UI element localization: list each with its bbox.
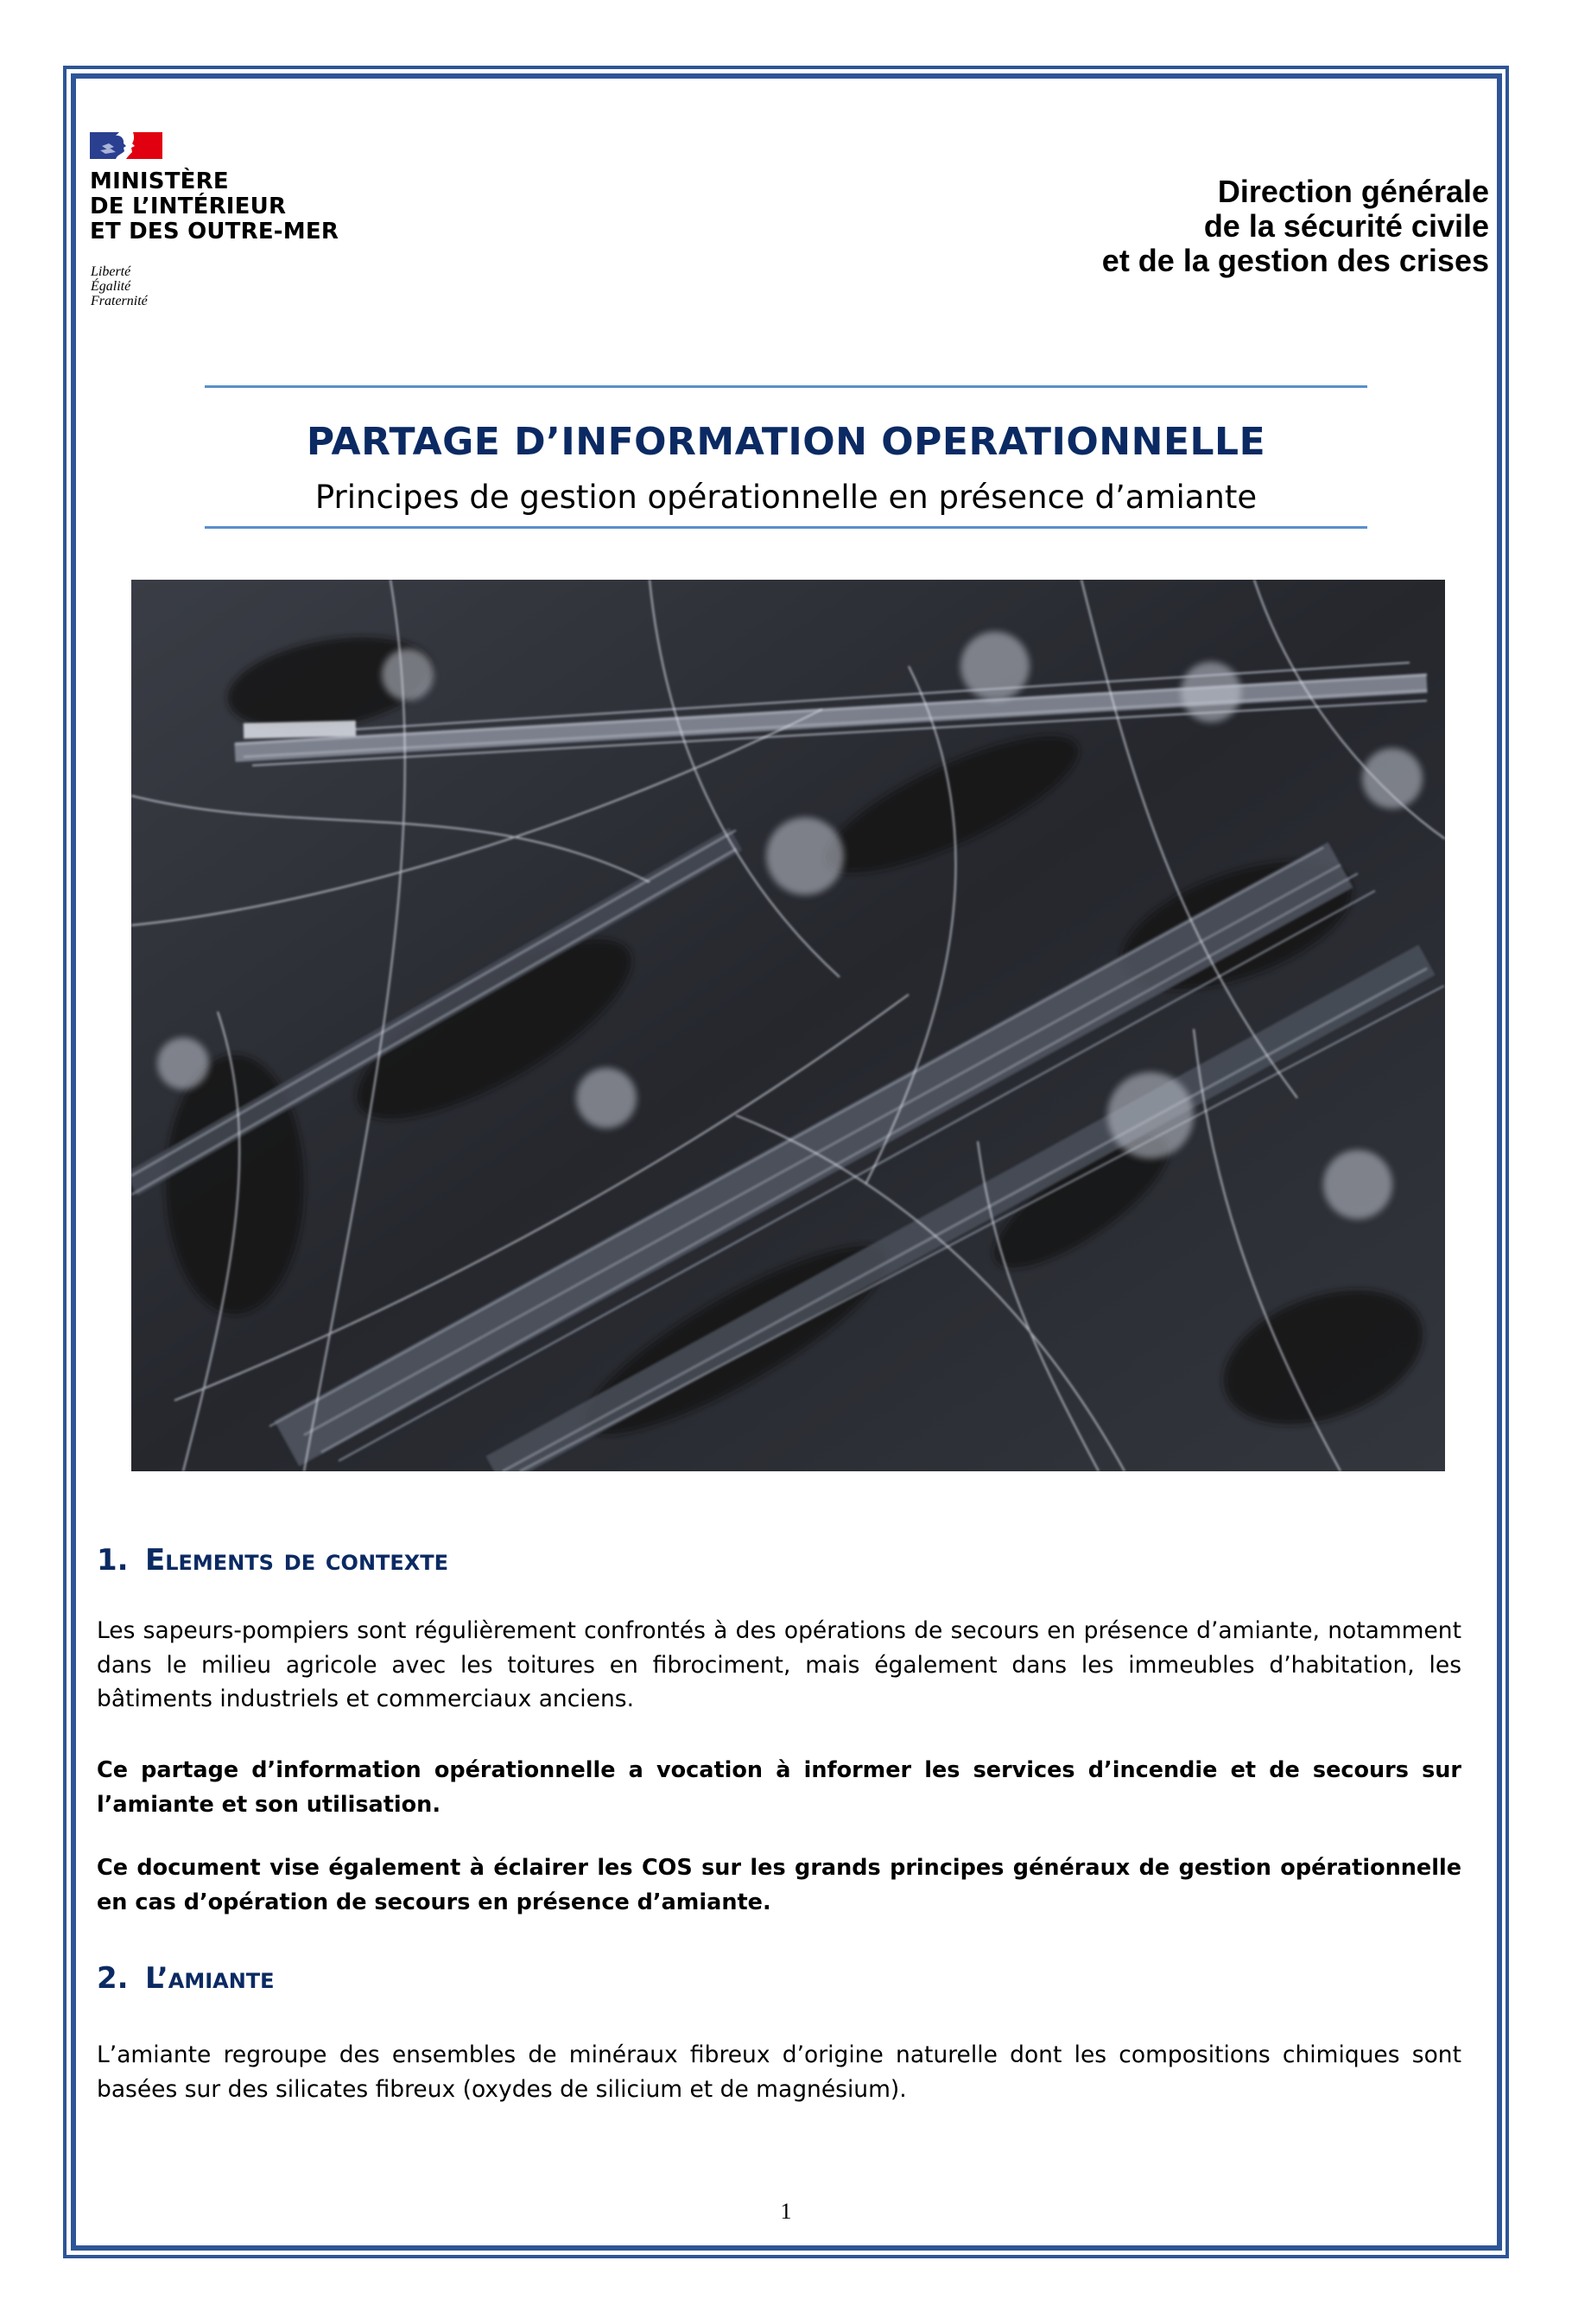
paragraph-cos-guidance: Ce document vise également à éclairer les COS sur les grands principes généraux de gestion opérationnelle en cas d’opération de secours en présence d’amiante. [97, 1855, 1461, 1915]
paragraph-asbestos-definition: L’amiante regroupe des ensembles de minéraux fibreux d’origine naturelle dont les compositions chimiques sont basées sur des silicates fibreux (oxydes de silicium et de magnésium). [97, 2041, 1461, 2103]
section-number-1: 1. [97, 1543, 129, 1578]
ministry-name [90, 169, 339, 244]
document-subtitle: Principes de gestion opérationnelle en présence d’amiante [314, 479, 1258, 516]
motto-egalite: Égalité [91, 279, 131, 294]
section-title-1: Elements de contexte [145, 1543, 449, 1578]
document-title: PARTAGE D’INFORMATION OPERATIONNELLE [306, 420, 1266, 464]
ministry-line-3: ET DES OUTRE-MER [90, 219, 339, 244]
section-number-2: 2. [97, 1961, 129, 1996]
section-heading-2 [97, 1961, 275, 1996]
paragraph-context: Les sapeurs-pompiers sont régulièrement confrontés à des opérations de secours en présence d’amiante, notamment dans le milieu agricole avec les toitures en fibrociment, mais également dans les immeubles d’habitation, les bâtiments industriels et commerciaux anciens. [97, 1617, 1461, 1712]
directorate-line-3: et de la gestion des crises [1101, 243, 1489, 278]
directorate-line-1: Direction générale [1217, 174, 1489, 209]
directorate-name [1102, 175, 1489, 278]
marianne-flag-icon [90, 132, 162, 159]
ministry-line-1: MINISTÈRE [90, 168, 229, 194]
marianne-profile-icon [90, 132, 126, 159]
asbestos-fiber-photo [131, 580, 1445, 1471]
section-title-2: L’amiante [145, 1961, 275, 1996]
title-rule-top [205, 385, 1367, 388]
motto-liberte: Liberté [91, 264, 131, 279]
title-rule-bottom [205, 526, 1367, 529]
flag-red-band [126, 132, 162, 159]
republic-motto [91, 264, 148, 308]
flag-blue-band [90, 132, 126, 159]
ministry-line-2: DE L’INTÉRIEUR [90, 194, 287, 219]
section-heading-1 [97, 1543, 448, 1578]
directorate-line-2: de la sécurité civile [1203, 208, 1489, 244]
page-number: 1 [780, 2199, 792, 2224]
paragraph-purpose: Ce partage d’information opérationnelle a vocation à informer les services d’incendie et de secours sur l’amiante et son utilisation. [97, 1757, 1461, 1818]
motto-fraternite: Fraternité [91, 294, 148, 308]
asbestos-microscope-image [131, 580, 1445, 1471]
